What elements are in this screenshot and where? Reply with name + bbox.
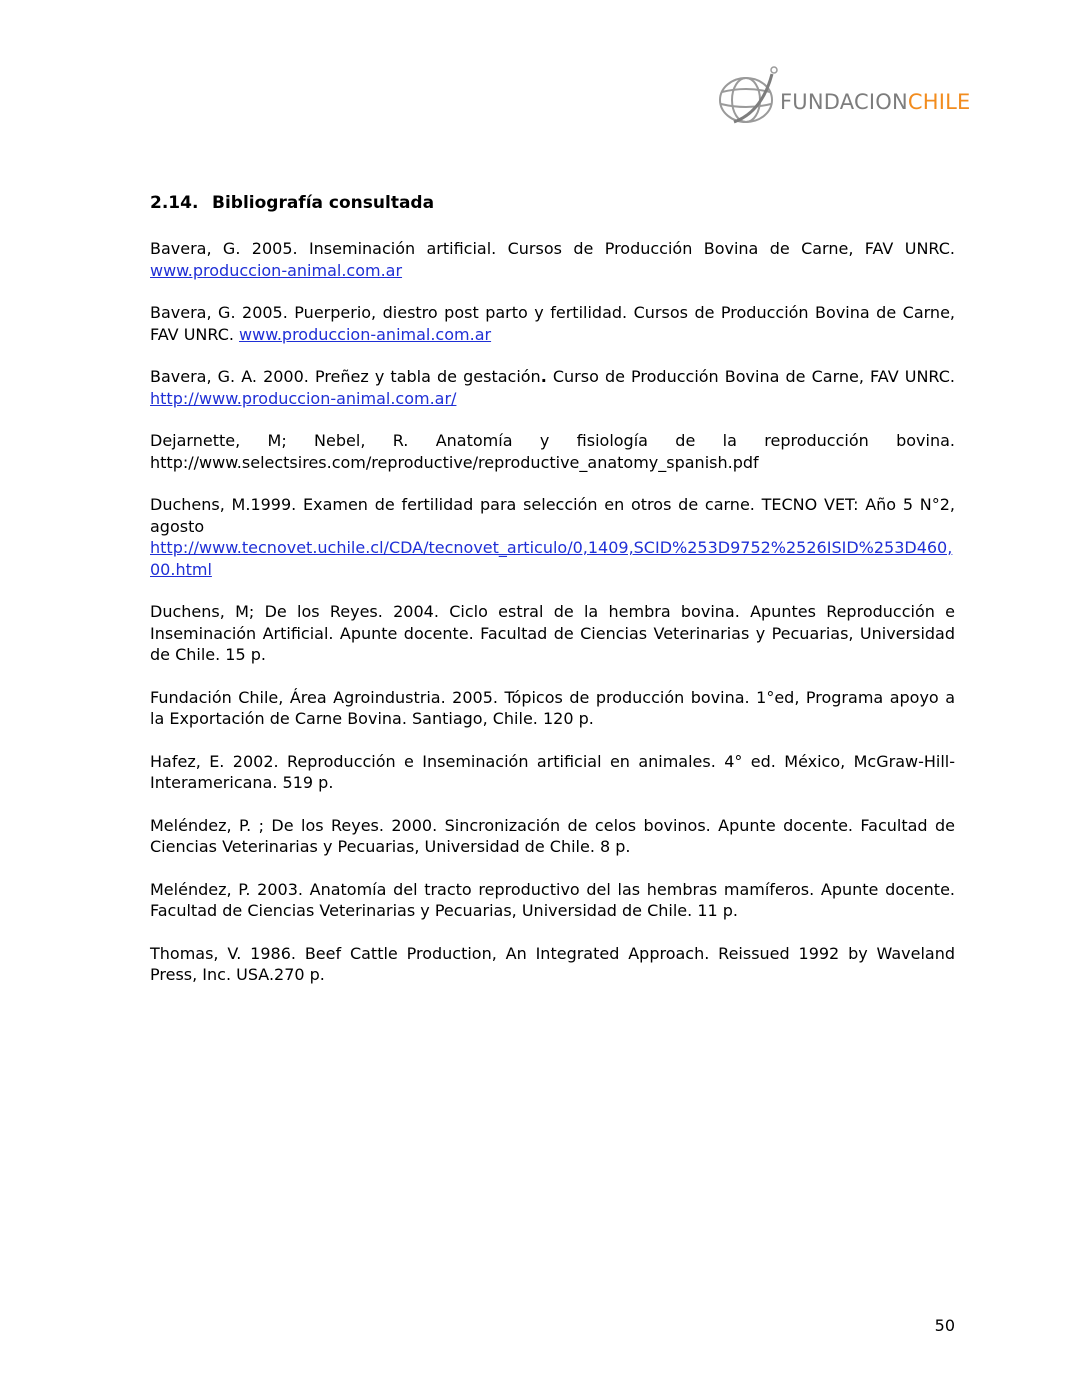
reference-text: Curso de Producción Bovina de Carne, FAV UNRC. [546,367,955,386]
reference-url: http://www.selectsires.com/reproductive/reproductive_anatomy_spanish.pdf [150,452,759,472]
reference-entry: Duchens, M; De los Reyes. 2004. Ciclo estral de la hembra bovina. Apuntes Reproducción e Inseminación Artificial. Apunte docente. Facultad de Ciencias Veterinarias y Pecuarias, Universidad de Chile. 15 p. [150,602,955,664]
reference-entry [150,302,955,345]
reference-text: Dejarnette, M; Nebel, R. Anatomía y fisiología de la reproducción bovina. [150,431,955,450]
reference-entry: Fundación Chile, Área Agroindustria. 2005. Tópicos de producción bovina. 1°ed, Programa apoyo a la Exportación de Carne Bovina. Santiago, Chile. 120 p. [150,687,955,728]
reference-text: Bavera, G. A. 2000. Preñez y tabla de gestación [150,367,541,386]
reference-link[interactable]: www.produccion-animal.com.ar [150,260,403,280]
reference-entry: Hafez, E. 2002. Reproducción e Inseminación artificial en animales. 4° ed. México, McGraw-Hill-Interamericana. 519 p. [150,751,955,792]
section-title: Bibliografía consultada [212,193,435,213]
reference-link[interactable]: www.produccion-animal.com.ar [239,324,492,344]
fundacion-chile-logo [714,60,971,130]
reference-link[interactable]: http://www.produccion-animal.com.ar/ [150,388,457,408]
section-number: 2.14. [150,193,199,213]
bibliography-section [150,191,955,1007]
reference-entry: Thomas, V. 1986. Beef Cattle Production, An Integrated Approach. Reissued 1992 by Waveland Press, Inc. USA.270 p. [150,943,955,984]
logo-text-primary: FUNDACION [780,90,908,114]
section-heading [150,191,955,215]
reference-entry [150,238,955,281]
reference-entry: Meléndez, P. ; De los Reyes. 2000. Sincronización de celos bovinos. Apunte docente. Facultad de Ciencias Veterinarias y Pecuarias, Universidad de Chile. 8 p. [150,815,955,856]
reference-entry [150,366,955,409]
reference-entry [150,494,955,580]
reference-entry [150,430,955,473]
reference-link[interactable]: http://www.tecnovet.uchile.cl/CDA/tecnovet_articulo/0,1409,SCID%253D9752%2526ISID%253D460,00.html [150,538,953,579]
reference-text: Bavera, G. 2005. Puerperio, diestro post parto y fertilidad. Cursos de Producción Bovina de Carne, FAV UNRC. [150,303,955,344]
reference-text-bold: . [540,367,547,386]
page-number: 50 [934,1316,955,1335]
reference-text: Bavera, G. 2005. Inseminación artificial. Cursos de Producción Bovina de Carne, FAV UNRC. [150,239,955,258]
globe-swoosh-icon [714,60,784,130]
logo-wordmark [780,90,970,114]
logo-text-accent: CHILE [907,90,971,114]
reference-entry: Meléndez, P. 2003. Anatomía del tracto reproductivo del las hembras mamíferos. Apunte docente. Facultad de Ciencias Veterinarias y Pecuarias, Universidad de Chile. 11 p. [150,879,955,920]
reference-text: Duchens, M.1999. Examen de fertilidad para selección en otros de carne. TECNO VET: Año 5 N°2, agosto [150,495,955,536]
